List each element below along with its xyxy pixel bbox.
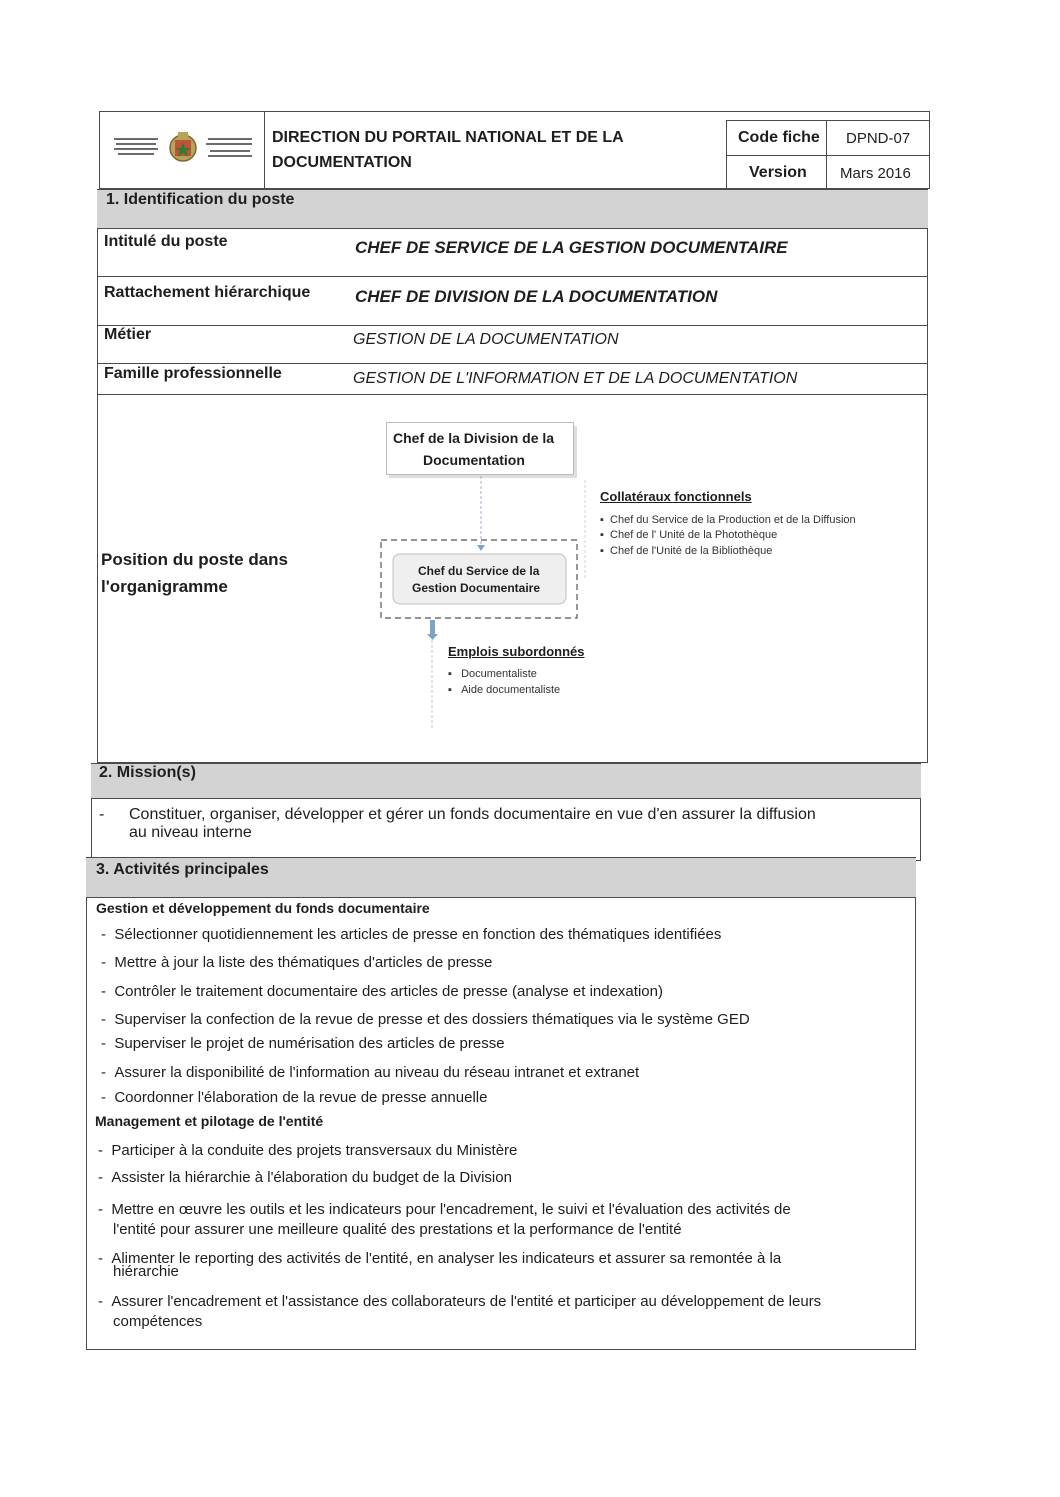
activity-item: - Mettre à jour la liste des thématiques d'articles de presse bbox=[101, 954, 493, 971]
management-item-continued: compétences bbox=[113, 1313, 203, 1330]
row-intitule-label: Intitulé du poste bbox=[104, 233, 228, 250]
row-rattachement-value: CHEF DE DIVISION DE LA DOCUMENTATION bbox=[355, 287, 718, 306]
top-box-line1: Chef de la Division de la bbox=[393, 430, 555, 446]
management-item: - Participer à la conduite des projets transversaux du Ministère bbox=[98, 1142, 518, 1159]
header-title-line2: DOCUMENTATION bbox=[272, 154, 412, 171]
section1-heading: 1. Identification du poste bbox=[106, 191, 295, 208]
mission-line1: Constituer, organiser, développer et gérer un fonds documentaire en vue d'en assurer la diffusion bbox=[129, 806, 816, 823]
mid-box-line1: Chef du Service de la bbox=[418, 564, 540, 578]
header-title-line1: DIRECTION DU PORTAIL NATIONAL ET DE LA bbox=[272, 129, 624, 146]
row-metier-value: GESTION DE LA DOCUMENTATION bbox=[353, 331, 619, 348]
position-label-line2: l'organigramme bbox=[101, 577, 228, 596]
collateral-item: ▪ Chef de l'Unité de la Bibliothèque bbox=[600, 545, 773, 557]
management-item-continued: hiérarchie bbox=[113, 1263, 179, 1280]
subordonne-item: ▪ Documentaliste bbox=[448, 668, 537, 680]
top-box-line2: Documentation bbox=[423, 452, 525, 468]
subordonne-item: ▪ Aide documentaliste bbox=[448, 684, 561, 696]
collateral-item: ▪ Chef du Service de la Production et de la Diffusion bbox=[600, 514, 856, 526]
version-label: Version bbox=[749, 164, 807, 181]
group2-title: Management et pilotage de l'entité bbox=[95, 1113, 324, 1129]
section2-band bbox=[91, 763, 921, 799]
code-fiche-value: DPND-07 bbox=[846, 130, 911, 147]
collateraux-title: Collatéraux fonctionnels bbox=[600, 489, 752, 504]
section2-heading: 2. Mission(s) bbox=[99, 764, 196, 781]
activity-item: - Superviser le projet de numérisation des articles de presse bbox=[101, 1035, 505, 1052]
section3-heading: 3. Activités principales bbox=[96, 861, 269, 878]
row-rattachement-label: Rattachement hiérarchique bbox=[104, 284, 311, 301]
collateral-item: ▪ Chef de l' Unité de la Photothèque bbox=[600, 529, 778, 541]
management-item: - Assister la hiérarchie à l'élaboration du budget de la Division bbox=[98, 1169, 512, 1186]
version-value: Mars 2016 bbox=[840, 165, 911, 182]
row-famille-label: Famille professionnelle bbox=[104, 365, 282, 382]
management-item: - Alimenter le reporting des activités de l'entité, en analyser les indicateurs et assurer sa remontée à la bbox=[98, 1250, 782, 1267]
row-famille-value: GESTION DE L'INFORMATION ET DE LA DOCUMENTATION bbox=[353, 370, 798, 387]
code-fiche-label: Code fiche bbox=[738, 129, 820, 146]
activity-item: - Sélectionner quotidiennement les articles de presse en fonction des thématiques identifiées bbox=[101, 926, 722, 943]
row-metier-label: Métier bbox=[104, 326, 152, 343]
mid-box-line2: Gestion Documentaire bbox=[412, 581, 541, 595]
activity-item: - Assurer la disponibilité de l'information au niveau du réseau intranet et extranet bbox=[101, 1064, 640, 1081]
management-item-continued: l'entité pour assurer une meilleure qualité des prestations et la performance de l'entité bbox=[113, 1221, 682, 1238]
subordonnes-title: Emplois subordonnés bbox=[448, 644, 585, 659]
group1-title: Gestion et développement du fonds documentaire bbox=[96, 900, 430, 916]
management-item: - Mettre en œuvre les outils et les indicateurs pour l'encadrement, le suivi et l'évaluation des activités de bbox=[98, 1201, 791, 1218]
row-intitule-value: CHEF DE SERVICE DE LA GESTION DOCUMENTAIRE bbox=[355, 238, 788, 257]
position-label-line1: Position du poste dans bbox=[101, 550, 289, 569]
mission-dash: - bbox=[99, 806, 105, 823]
activity-item: - Superviser la confection de la revue de presse et des dossiers thématiques via le système GED bbox=[101, 1011, 750, 1028]
management-item: - Assurer l'encadrement et l'assistance des collaborateurs de l'entité et participer au développement de leurs bbox=[98, 1293, 822, 1310]
activity-item: - Contrôler le traitement documentaire des articles de presse (analyse et indexation) bbox=[101, 983, 663, 1000]
mission-line2: au niveau interne bbox=[129, 824, 252, 841]
activity-item: - Coordonner l'élaboration de la revue de presse annuelle bbox=[101, 1089, 488, 1106]
